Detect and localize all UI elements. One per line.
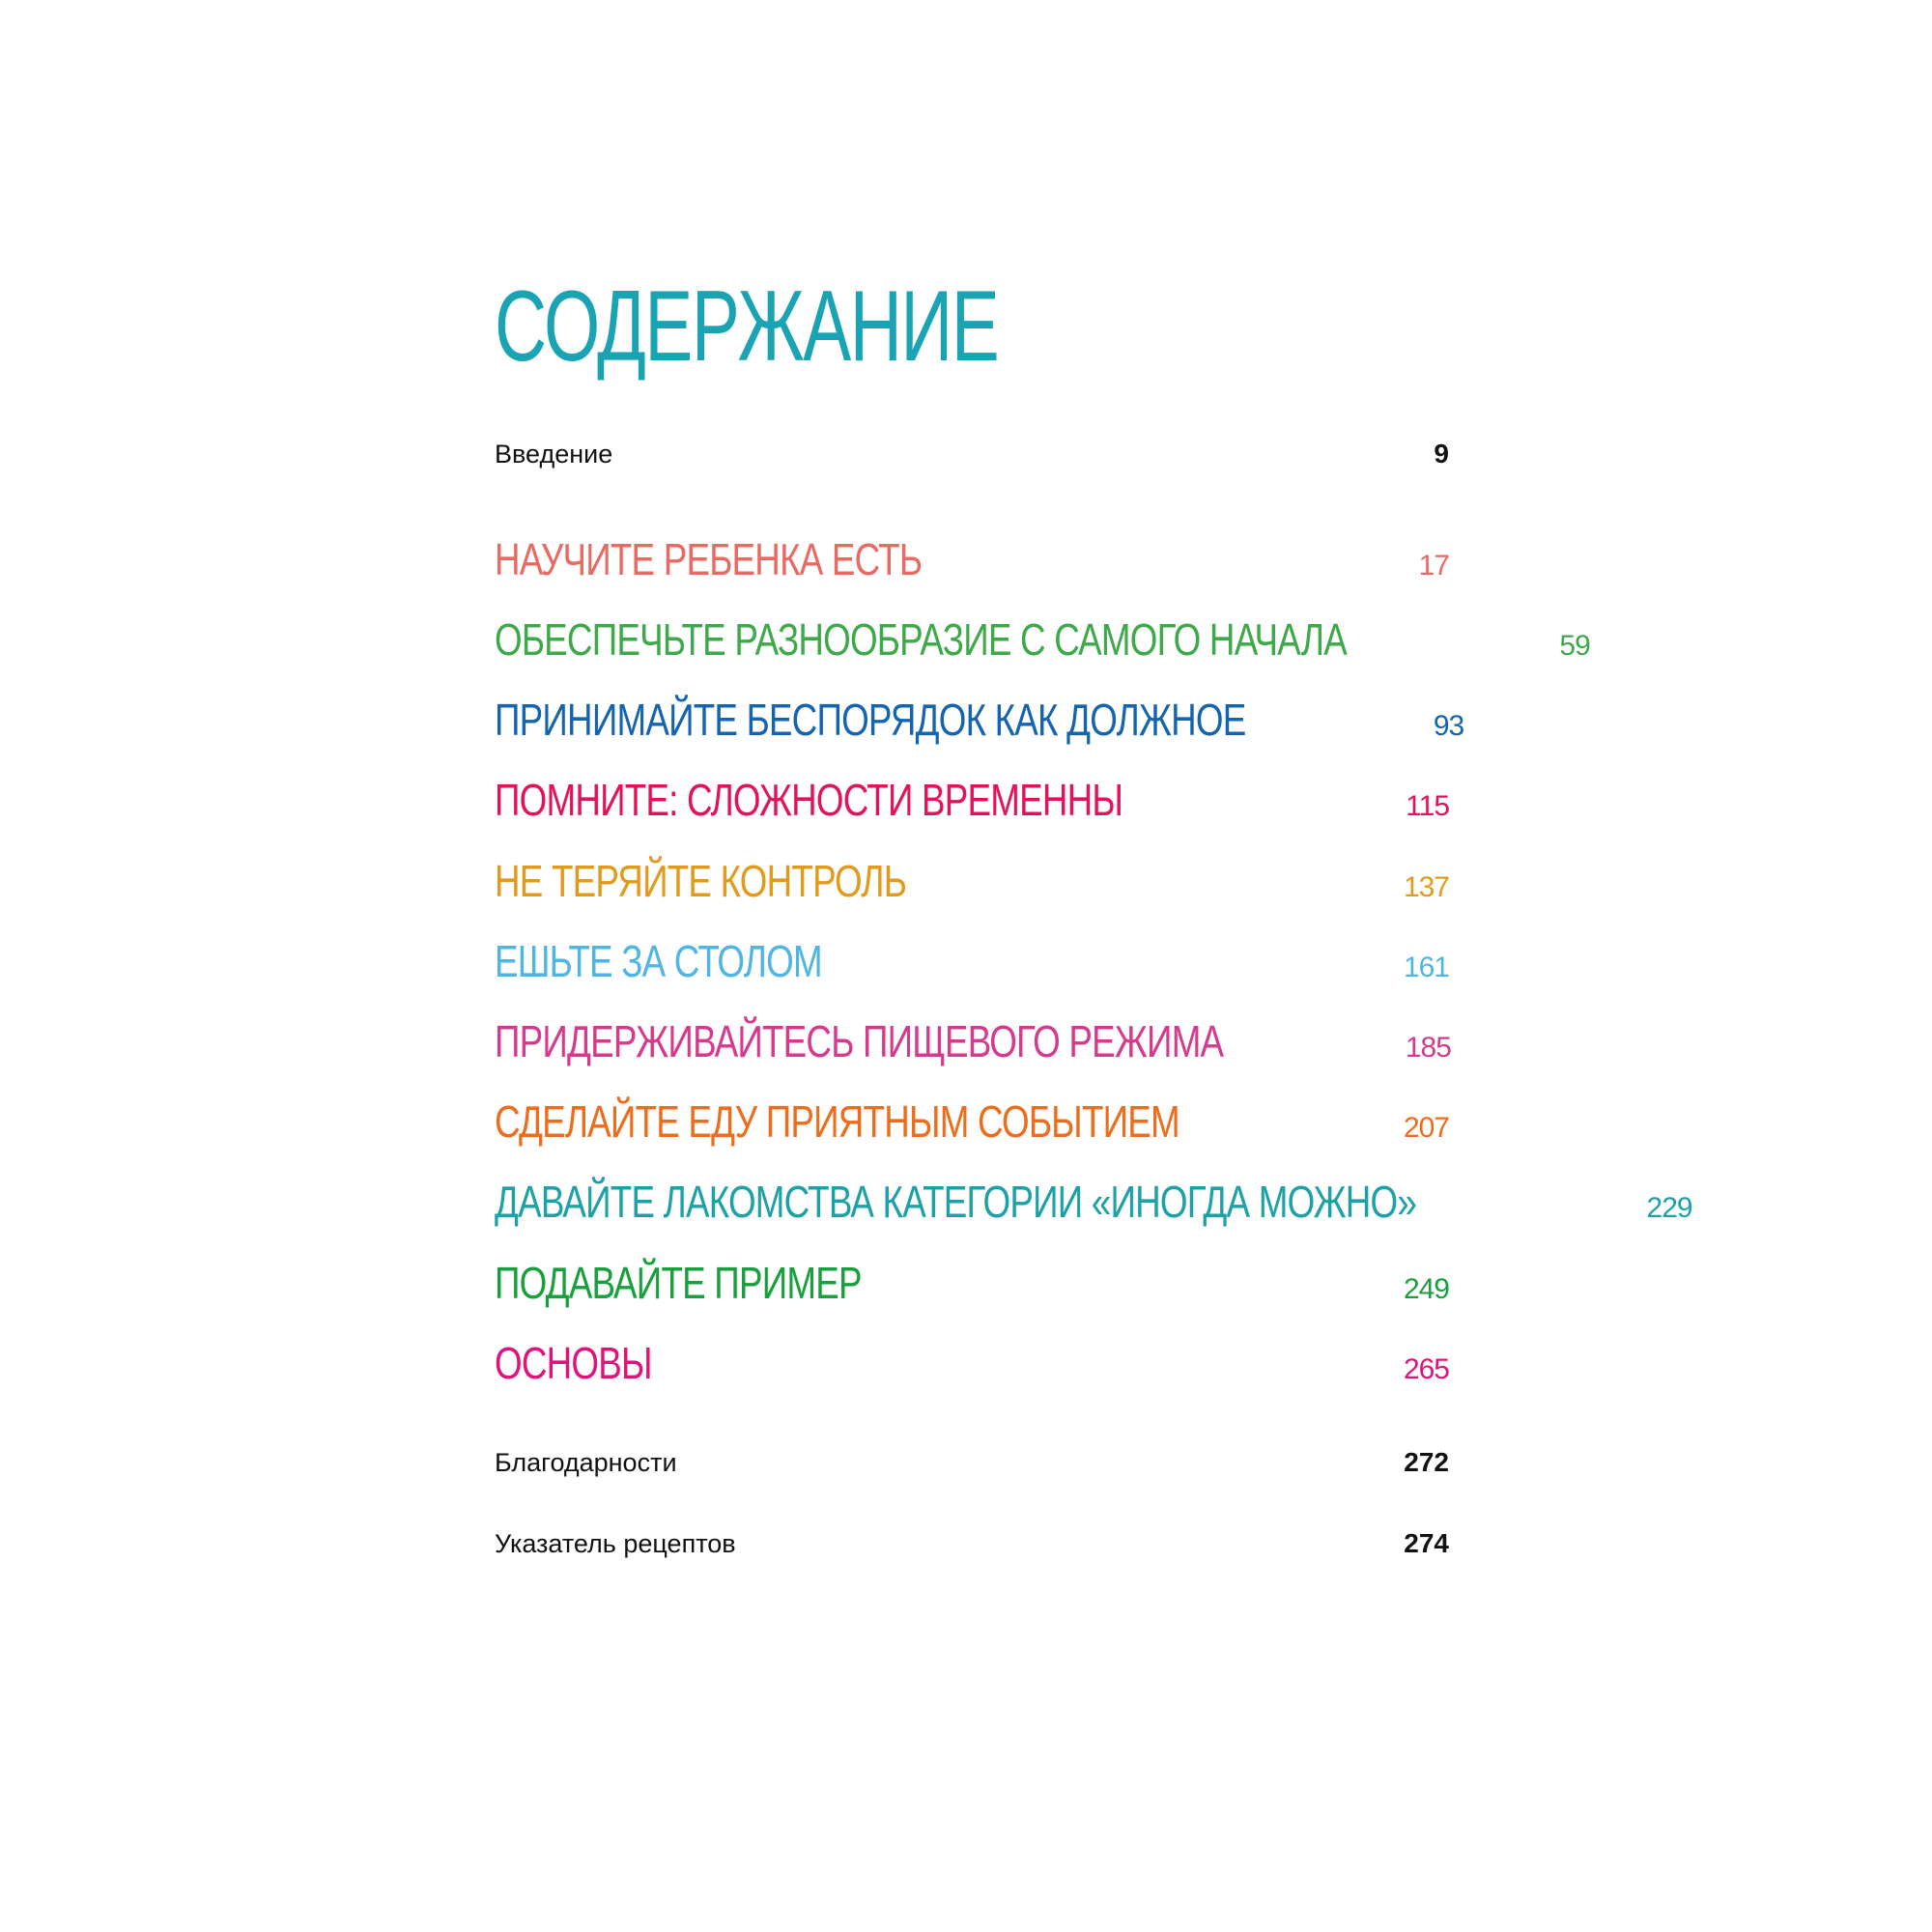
toc-entry-page: 274 bbox=[1404, 1528, 1449, 1558]
chapter-title: СДЕЛАЙТЕ ЕДУ ПРИЯТНЫМ СОБЫТИЕМ bbox=[495, 1096, 1179, 1147]
page-title: СОДЕРЖАНИЕ bbox=[495, 270, 999, 383]
toc-chapter-6[interactable] bbox=[495, 935, 1449, 1003]
chapter-title: НАУЧИТЕ РЕБЕНКА ЕСТЬ bbox=[495, 534, 923, 584]
toc-entry-label: Введение bbox=[495, 440, 613, 469]
toc-entry-recipe-index[interactable] bbox=[495, 1528, 1449, 1586]
toc-chapter-11[interactable] bbox=[495, 1337, 1449, 1405]
chapter-title: ОБЕСПЕЧЬТЕ РАЗНООБРАЗИЕ С САМОГО НАЧАЛА bbox=[495, 614, 1347, 665]
toc-entry-page: 272 bbox=[1404, 1447, 1449, 1477]
chapter-page: 161 bbox=[1403, 952, 1449, 983]
chapter-page: 59 bbox=[1559, 630, 1590, 662]
chapter-page: 207 bbox=[1403, 1112, 1449, 1144]
toc-entry-label: Указатель рецептов bbox=[495, 1529, 736, 1558]
chapter-page: 229 bbox=[1646, 1192, 1692, 1224]
toc-entry-label: Благодарности bbox=[495, 1448, 677, 1477]
chapter-page: 93 bbox=[1433, 710, 1464, 742]
toc-chapter-8[interactable] bbox=[495, 1095, 1449, 1163]
toc-chapter-4[interactable] bbox=[495, 774, 1449, 841]
toc-chapter-2[interactable] bbox=[495, 613, 1590, 681]
chapter-page: 17 bbox=[1418, 550, 1449, 582]
chapter-title: НЕ ТЕРЯЙТЕ КОНТРОЛЬ bbox=[495, 856, 907, 906]
chapter-page: 115 bbox=[1406, 790, 1449, 822]
chapter-title: ПРИНИМАЙТЕ БЕСПОРЯДОК КАК ДОЛЖНОЕ bbox=[495, 695, 1246, 745]
toc-chapter-3[interactable] bbox=[495, 694, 1464, 761]
chapter-title: ПОДАВАЙТЕ ПРИМЕР bbox=[495, 1258, 862, 1308]
toc-chapter-1[interactable] bbox=[495, 533, 1449, 601]
toc-chapter-5[interactable] bbox=[495, 855, 1449, 923]
chapter-page: 249 bbox=[1403, 1273, 1449, 1305]
toc-chapter-7[interactable] bbox=[495, 1015, 1449, 1083]
chapter-page: 185 bbox=[1405, 1032, 1451, 1064]
chapter-title: ПОМНИТЕ: СЛОЖНОСТИ ВРЕМЕННЫ bbox=[495, 775, 1123, 825]
chapter-page: 265 bbox=[1403, 1353, 1449, 1385]
chapter-page: 137 bbox=[1403, 871, 1449, 903]
toc-chapter-10[interactable] bbox=[495, 1257, 1449, 1324]
chapter-title: ОСНОВЫ bbox=[495, 1338, 652, 1388]
chapter-title: ПРИДЕРЖИВАЙТЕСЬ ПИЩЕВОГО РЕЖИМА bbox=[495, 1016, 1224, 1066]
toc-entry-page: 9 bbox=[1434, 439, 1449, 469]
toc-chapter-9[interactable] bbox=[495, 1176, 1692, 1243]
toc-entry-acknowledgements[interactable] bbox=[495, 1447, 1449, 1505]
chapter-title: ЕШЬТЕ ЗА СТОЛОМ bbox=[495, 936, 822, 986]
toc-entry-introduction[interactable] bbox=[495, 439, 1449, 497]
chapter-title: ДАВАЙТЕ ЛАКОМСТВА КАТЕГОРИИ «ИНОГДА МОЖНО» bbox=[495, 1177, 1417, 1227]
